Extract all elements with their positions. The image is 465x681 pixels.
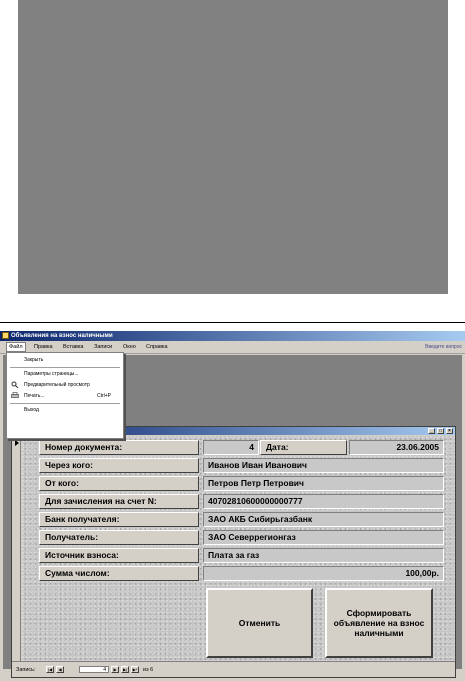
source-field[interactable]: Плата за газ: [203, 548, 444, 563]
account-field[interactable]: 40702810600000000777: [203, 494, 444, 509]
cancel-button[interactable]: Отменить: [206, 588, 313, 658]
minimize-button[interactable]: _: [428, 428, 435, 434]
menu-print-preview[interactable]: Предварительный просмотр: [24, 382, 90, 388]
next-record-button[interactable]: ▶: [111, 666, 119, 673]
menu-records[interactable]: Записи: [94, 344, 113, 350]
nav-label: Запись:: [16, 667, 36, 673]
form-detail: [22, 436, 455, 662]
source-label: Источник взноса:: [39, 548, 199, 563]
recipient-field[interactable]: ЗАО Северрегионгаз: [203, 530, 444, 545]
record-selector[interactable]: [13, 436, 21, 662]
prev-record-button[interactable]: ◀: [56, 666, 64, 673]
help-search-box[interactable]: Введите вопрос: [425, 344, 462, 350]
bank-label: Банк получателя:: [39, 512, 199, 527]
sum-field[interactable]: 100,00р.: [203, 566, 444, 581]
sum-label: Сумма числом:: [39, 566, 199, 581]
menu-print[interactable]: Печать...: [24, 393, 45, 399]
menu-separator: [10, 367, 120, 368]
gray-placeholder-block: [18, 0, 448, 294]
menu-close[interactable]: Закрыть: [24, 357, 44, 363]
through-field[interactable]: Иванов Иван Иванович: [203, 458, 444, 473]
current-record-arrow-icon: [15, 440, 19, 446]
app-title-bar: [0, 331, 465, 341]
date-field[interactable]: 23.06.2005: [349, 440, 444, 455]
menu-edit[interactable]: Правка: [34, 344, 53, 350]
file-menu-dropdown: [6, 352, 124, 439]
app-key-icon: [2, 332, 9, 339]
bank-field[interactable]: ЗАО АКБ Сибирьгазбанк: [203, 512, 444, 527]
new-record-button[interactable]: ▶*: [132, 667, 138, 672]
through-label: Через кого:: [39, 458, 199, 473]
doc-number-label: Номер документа:: [39, 440, 199, 455]
menu-insert[interactable]: Вставка: [63, 344, 84, 350]
form-window: [11, 426, 456, 678]
menu-separator: [10, 403, 120, 404]
menu-file[interactable]: Файл: [6, 342, 26, 352]
generate-button[interactable]: Сформировать объявление на взнос наличными: [325, 588, 433, 658]
close-button[interactable]: ×: [446, 428, 453, 434]
record-count: из 6: [143, 667, 154, 673]
menu-exit[interactable]: Выход: [24, 407, 39, 413]
recipient-label: Получатель:: [39, 530, 199, 545]
doc-number-field[interactable]: 4: [203, 440, 259, 455]
menu-page-setup[interactable]: Параметры страницы...: [24, 371, 79, 377]
maximize-button[interactable]: □: [438, 428, 443, 434]
first-record-button[interactable]: |◀: [47, 667, 53, 672]
from-label: От кого:: [39, 476, 199, 491]
date-label: Дата:: [260, 440, 347, 455]
menu-help[interactable]: Справка: [146, 344, 168, 350]
record-navigation-bar: [12, 661, 455, 677]
app-title: Объявления на взнос наличными: [11, 333, 113, 339]
from-field[interactable]: Петров Петр Петрович: [203, 476, 444, 491]
last-record-button[interactable]: ▶|: [122, 667, 128, 672]
print-preview-icon: [11, 381, 19, 388]
account-label: Для зачисления на счет N:: [39, 494, 199, 509]
menu-window[interactable]: Окно: [123, 344, 136, 350]
separator-line: [0, 322, 465, 323]
record-number-field[interactable]: 4: [79, 666, 109, 673]
print-shortcut: Ctrl+P: [96, 393, 111, 399]
printer-icon: [11, 392, 19, 399]
